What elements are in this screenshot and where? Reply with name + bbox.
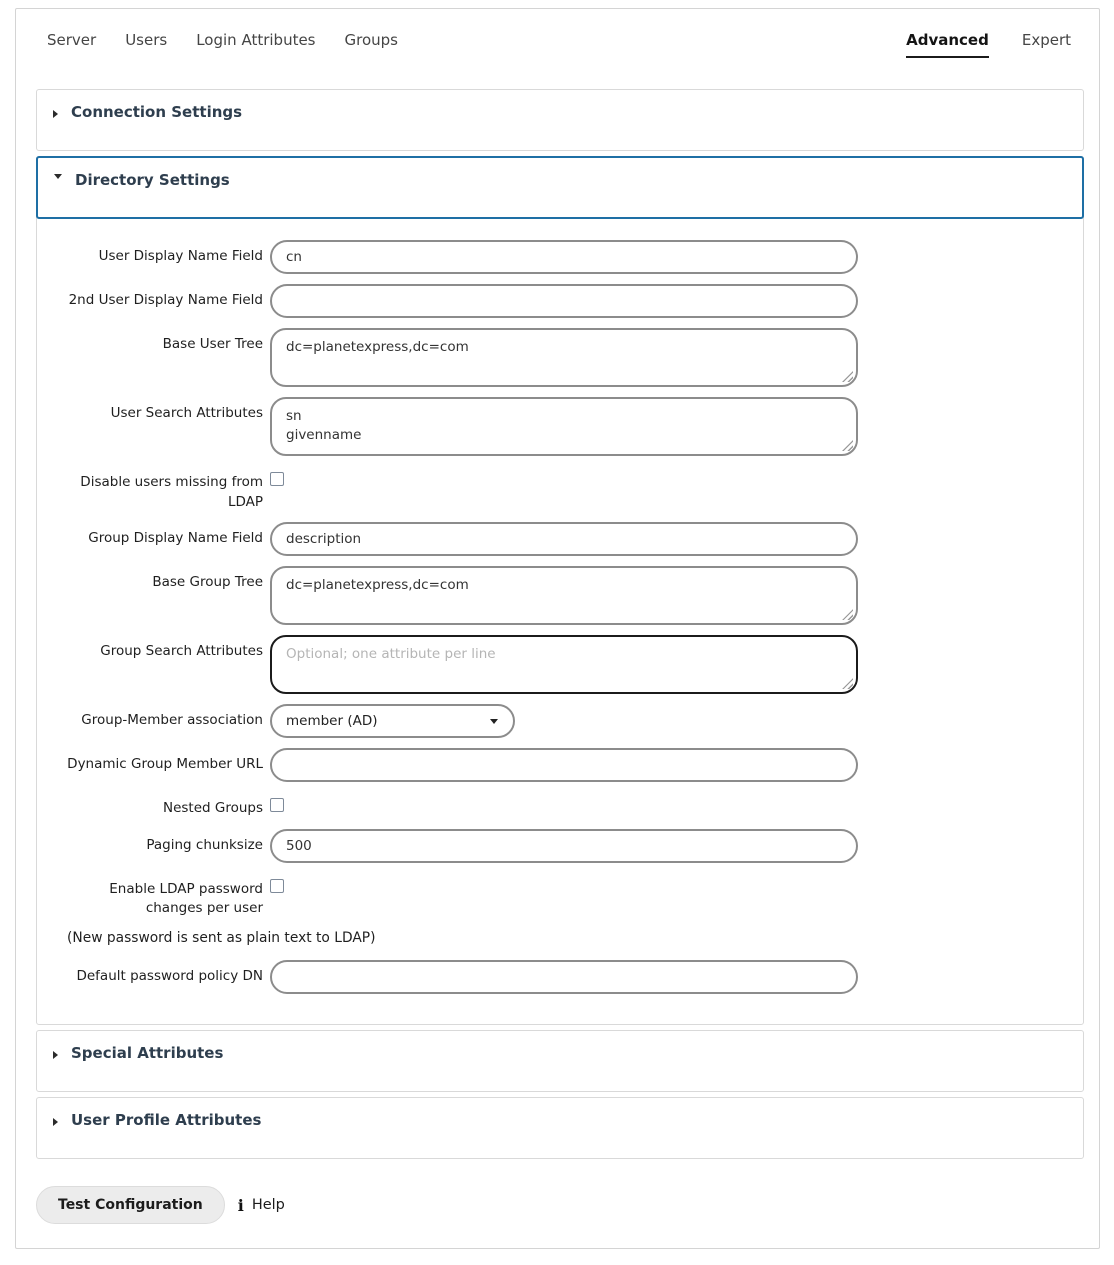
mode-switcher bbox=[906, 31, 1079, 58]
help-link[interactable] bbox=[238, 1196, 285, 1215]
form-row bbox=[67, 829, 1053, 863]
section-connection-settings bbox=[36, 89, 1084, 151]
chevron-right-icon bbox=[53, 1118, 58, 1126]
dynamic-group-member-url-input[interactable] bbox=[270, 748, 858, 782]
select-wrapper bbox=[270, 704, 515, 738]
default-password-policy-dn-input[interactable] bbox=[270, 960, 858, 994]
tab-login-attributes[interactable]: Login Attributes bbox=[196, 31, 316, 49]
user-search-attributes-label: User Search Attributes bbox=[110, 405, 263, 421]
base-user-tree-textarea[interactable] bbox=[270, 328, 858, 387]
group-display-name-field-input[interactable] bbox=[270, 522, 858, 556]
field-control bbox=[270, 873, 858, 897]
disable-users-missing-from-ldap-label: Disable users missing from LDAP bbox=[80, 474, 263, 510]
base-group-tree-textarea[interactable] bbox=[270, 566, 858, 625]
group-search-attributes-label: Group Search Attributes bbox=[100, 643, 263, 660]
user-display-name-field-label: User Display Name Field bbox=[98, 248, 263, 264]
textarea-wrapper bbox=[270, 397, 858, 456]
dynamic-group-member-url-label: Dynamic Group Member URL bbox=[67, 756, 263, 773]
group-member-association-select[interactable] bbox=[270, 704, 515, 738]
form-row bbox=[67, 328, 1053, 387]
form-row bbox=[67, 522, 1053, 556]
paging-chunksize-label: Paging chunksize bbox=[146, 836, 263, 853]
base-user-tree-label: Base User Tree bbox=[162, 336, 263, 352]
test-configuration-button[interactable]: Test Configuration bbox=[36, 1186, 225, 1224]
mode-expert[interactable]: Expert bbox=[1021, 31, 1071, 49]
mode-advanced[interactable]: Advanced bbox=[906, 31, 989, 58]
field-control bbox=[270, 284, 858, 318]
field-control bbox=[270, 328, 858, 387]
form-row bbox=[67, 284, 1053, 318]
textarea-wrapper bbox=[270, 566, 858, 625]
top-navigation bbox=[36, 24, 1084, 58]
2nd-user-display-name-field-input[interactable] bbox=[270, 284, 858, 318]
form-row bbox=[67, 748, 1053, 782]
field-control bbox=[270, 960, 858, 994]
accordion-sections bbox=[36, 89, 1084, 1159]
section-title: Connection Settings bbox=[71, 103, 243, 121]
section-special-attributes bbox=[36, 1030, 1084, 1092]
group-search-attributes-textarea[interactable] bbox=[270, 635, 858, 694]
form-row bbox=[67, 566, 1053, 625]
chevron-right-icon bbox=[53, 110, 58, 118]
section-directory-settings bbox=[36, 156, 1084, 1025]
section-header-special-attributes[interactable] bbox=[37, 1031, 1083, 1075]
field-control bbox=[270, 566, 858, 625]
help-label: Help bbox=[251, 1197, 285, 1214]
form-row bbox=[67, 240, 1053, 274]
user-search-attributes-textarea[interactable] bbox=[270, 397, 858, 456]
enable-ldap-password-changes-per-user-checkbox[interactable] bbox=[270, 879, 284, 893]
field-control bbox=[270, 748, 858, 782]
tab-server[interactable]: Server bbox=[47, 31, 97, 49]
chevron-right-icon bbox=[53, 1051, 58, 1059]
nested-groups-label: Nested Groups bbox=[162, 800, 263, 817]
section-header-user-profile-attributes[interactable] bbox=[37, 1098, 1083, 1142]
field-control bbox=[270, 466, 858, 490]
form-row bbox=[67, 960, 1053, 994]
user-display-name-field-input[interactable] bbox=[270, 240, 858, 274]
section-header-connection-settings[interactable] bbox=[37, 90, 1083, 134]
chevron-down-icon bbox=[54, 174, 62, 179]
textarea-wrapper bbox=[270, 328, 858, 387]
group-display-name-field-label: Group Display Name Field bbox=[88, 530, 263, 547]
textarea-wrapper bbox=[270, 635, 858, 694]
section-user-profile-attributes bbox=[36, 1097, 1084, 1159]
form-row bbox=[67, 635, 1053, 694]
group-member-association-label: Group-Member association bbox=[81, 712, 263, 729]
enable-ldap-password-changes-per-user-label: Enable LDAP password changes per user bbox=[109, 880, 263, 917]
tab-groups[interactable]: Groups bbox=[344, 31, 398, 49]
2nd-user-display-name-field-label: 2nd User Display Name Field bbox=[68, 292, 263, 308]
form-row bbox=[67, 397, 1053, 456]
paging-chunksize-input[interactable] bbox=[270, 829, 858, 863]
field-control bbox=[270, 397, 858, 456]
tab-bar bbox=[47, 31, 398, 57]
form-row bbox=[67, 466, 1053, 512]
field-control bbox=[270, 522, 858, 556]
info-icon: i bbox=[237, 1195, 244, 1215]
form-row bbox=[67, 792, 1053, 819]
base-group-tree-label: Base Group Tree bbox=[152, 574, 263, 591]
section-title: Directory Settings bbox=[75, 171, 230, 189]
section-title: Special Attributes bbox=[71, 1044, 224, 1063]
tab-users[interactable]: Users bbox=[125, 31, 168, 49]
nested-groups-checkbox[interactable] bbox=[270, 798, 284, 812]
form-row bbox=[67, 704, 1053, 738]
field-note: (New password is sent as plain text to LDAP) bbox=[67, 929, 376, 946]
default-password-policy-dn-label: Default password policy DN bbox=[76, 968, 263, 985]
field-control bbox=[270, 704, 858, 738]
section-title: User Profile Attributes bbox=[71, 1111, 262, 1130]
footer-actions bbox=[36, 1186, 1084, 1224]
form-row bbox=[67, 873, 1053, 919]
ldap-settings-panel bbox=[15, 8, 1100, 1249]
field-control bbox=[270, 829, 858, 863]
field-control bbox=[270, 792, 858, 816]
disable-users-missing-from-ldap-checkbox[interactable] bbox=[270, 472, 284, 486]
section-header-directory-settings[interactable] bbox=[36, 156, 1084, 219]
field-control bbox=[270, 240, 858, 274]
directory-form bbox=[37, 219, 1083, 1024]
field-control bbox=[270, 635, 858, 694]
